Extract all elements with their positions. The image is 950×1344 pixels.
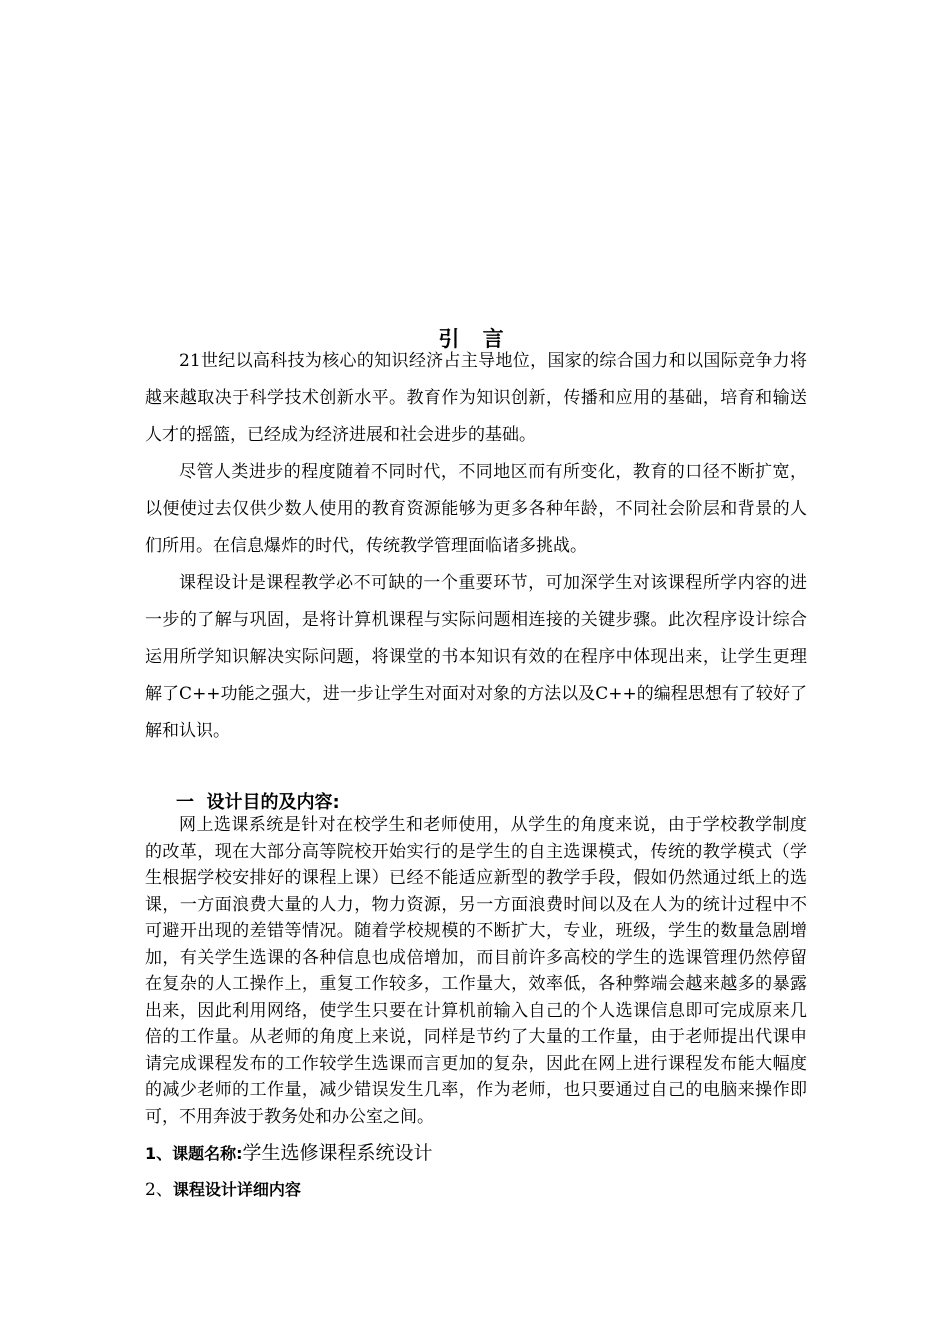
intro-body (145, 343, 807, 750)
detail-content-line (145, 1175, 301, 1200)
section-body (145, 812, 807, 1130)
topic-name-line (145, 1138, 433, 1165)
section-paragraph: 网上选课系统是针对在校学生和老师使用，从学生的角度来说，由于学校教学制度的改革，现在大部分高等院校开始实行的是学生的自主选课模式，传统的教学模式（学生根据学校安排好的课程上课）已经不能适应新型的教学手段，假如仍然通过纸上的选课，一方面浪费大量的人力，物力资源，另一方面浪费时间以及在人为的统计过程中不可避开出现的差错等情况。随着学校规模的不断扩大，专业，班级，学生的数量急剧增加，有关学生选课的各种信息也成倍增加，而目前许多高校的学生的选课管理仍然停留在复杂的人工操作上，重复工作较多，工作量大，效率低，各种弊端会越来越多的暴露出来，因此利用网络，使学生只要在计算机前输入自己的个人选课信息即可完成原来几倍的工作量。从老师的角度上来说，同样是节约了大量的工作量，由于老师提出代课申请完成课程发布的工作较学生选课而言更加的复杂，因此在网上进行课程发布能大幅度的减少老师的工作量，减少错误发生几率，作为老师，也只要通过自己的电脑来操作即可，不用奔波于教务处和办公室之间。 (145, 815, 807, 1127)
intro-paragraph-1: 21世纪以高科技为核心的知识经济占主导地位，国家的综合国力和以国际竞争力将越来越取决于科学技术创新水平。教育作为知识创新，传播和应用的基础，培育和输送人才的摇篮，已经成为经济进展和社会进步的基础。 (145, 351, 807, 445)
intro-paragraph-2: 尽管人类进步的程度随着不同时代，不同地区而有所变化，教育的口径不断扩宽，以便使过去仅供少数人使用的教育资源能够为更多各种年龄，不同社会阶层和背景的人们所用。在信息爆炸的时代，传统教学管理面临诸多挑战。 (145, 462, 807, 556)
topic-value: 学生选修课程系统设计 (242, 1142, 433, 1164)
detail-number: 2、 (145, 1180, 173, 1200)
intro-paragraph-3: 课程设计是课程教学必不可缺的一个重要环节，可加深学生对该课程所学内容的进一步的了解与巩固，是将计算机课程与实际问题相连接的关键步骤。此次程序设计综合运用所学知识解决实际问题，将课堂的书本知识有效的在程序中体现出来，让学生更理解了C++功能之强大，进一步让学生对面对对象的方法以及C++的编程思想有了较好了解和认识。 (145, 573, 807, 741)
topic-label: 课题名称: (172, 1144, 243, 1163)
detail-label: 课程设计详细内容 (172, 1180, 301, 1199)
section-heading: 一 设计目的及内容: (176, 792, 340, 813)
intro-title: 引 言 (438, 326, 512, 351)
topic-number: 1、 (145, 1144, 173, 1163)
